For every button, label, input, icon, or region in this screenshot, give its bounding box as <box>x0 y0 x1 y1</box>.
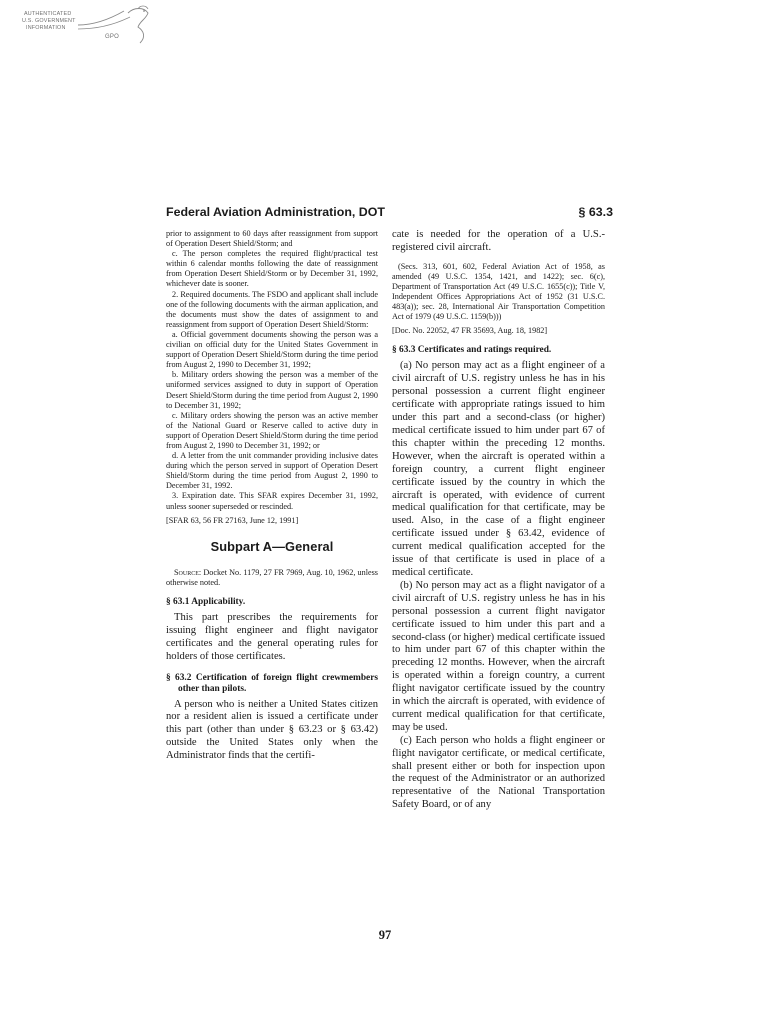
sfar-paragraph-5: b. Military orders showing the person was a member of the uniformed services assigned to duty in support of Operation Desert Shield/Storm during the time period from August 2, 1990 to December 31, 1992; <box>166 370 378 410</box>
gpo-authentication-seal <box>22 5 142 47</box>
section-63-2-continuation: cate is needed for the operation of a U.S.-registered civil aircraft. <box>392 229 605 253</box>
section-header: § 63.3 <box>578 205 613 219</box>
subpart-title: Subpart A—General <box>210 538 334 554</box>
seal-line-4: GPO <box>105 34 119 40</box>
source-note <box>166 568 378 588</box>
source-text: : Docket No. 1179, 27 FR 7969, Aug. 10, 1962, unless otherwise noted. <box>166 567 378 587</box>
sfar-paragraph-2: c. The person completes the required flight/practical test within 6 calendar months following the date of reassignment from Operation Desert Shield/Storm or by December 31, 1992, whichever date is sooner. <box>166 249 378 289</box>
section-63-3-paragraph-b: (b) No person may act as a flight navigator of a civil aircraft of U.S. registry unless he has in his personal possession a current flight navigator certificate issued to him under this part and a second-class (or higher) medical certificate issued to him under part 67 of this chapter within the preceding 12 months. However, when the aircraft is operated within a foreign country, a current flight navigator certificate issued by the country in which the aircraft is operated, with evidence of current medical qualification for that certificate, may be used. <box>392 579 605 733</box>
section-63-1-body: This part prescribes the requirements for issuing flight engineer and flight navigator certificates and the general operating rules for holders of those certificates. <box>166 611 378 662</box>
section-63-2-heading: § 63.2 Certification of foreign flight crewmembers other than pilots. <box>166 672 378 694</box>
sfar-paragraph-7: d. A letter from the unit commander providing inclusive dates during which the person served in support of Operation Desert Shield/Storm during the time period from August 2, 1990 to December 31, 1992. <box>166 451 378 491</box>
sfar-paragraph-4: a. Official government documents showing the person was a civilian on official duty for the United States Government in support of Operation Desert Shield/Storm during the time period from August 2, 1990 to December 31, 1992; <box>166 329 378 370</box>
section-63-1-heading: § 63.1 Applicability. <box>166 596 246 607</box>
right-column <box>392 229 605 812</box>
agency-header: Federal Aviation Administration, DOT <box>166 205 385 219</box>
sfar-paragraph-1: prior to assignment to 60 days after reassignment from support of Operation Desert Shield/Storm; and <box>166 229 378 249</box>
eagle-seal-icon <box>74 5 160 47</box>
authority-citation: (Secs. 313, 601, 602, Federal Aviation Act of 1958, as amended (49 U.S.C. 1354, 1421, and 1422); sec. 6(c), Department of Transportation Act (49 U.S.C. 1655(c)); Title V, Independent Offices Appropriations Act of 1952 (31 U.S.C. 483(a)); sec. 28, International Air Transportation Competition Act of 1979 (49 U.S.C. 1159(b))) <box>392 261 605 322</box>
running-header <box>166 205 613 221</box>
page-number: 97 <box>378 928 392 942</box>
section-63-3-heading: § 63.3 Certificates and ratings required. <box>392 345 552 356</box>
sfar-paragraph-8: 3. Expiration date. This SFAR expires December 31, 1992, unless sooner superseded or rescinded. <box>166 491 378 511</box>
sfar-paragraph-3: 2. Required documents. The FSDO and applicant shall include one of the following documents with the airman application, and the documents must show the dates of assignment to and reassignment from support of Operation Desert Shield/Storm: <box>166 289 378 329</box>
source-label: Source <box>174 567 199 577</box>
section-63-2-body: A person who is neither a United States citizen nor a resident alien is issued a certificate under this part (other than under § 63.23 or § 63.42) outside the United States only when the Administrator finds that the certifi- <box>166 698 378 762</box>
section-63-3-paragraph-c: (c) Each person who holds a flight engineer or flight navigator certificate, or medical certificate, shall present either or both for inspection upon the request of the Administrator or an authorized representative of the National Transportation Safety Board, or of any <box>392 734 605 811</box>
section-63-3-paragraph-a: (a) No person may act as a flight engineer of a civil aircraft of U.S. registry unless he has in his personal possession a current flight engineer certificate with appropriate ratings issued to him under this part and a second-class (or higher) medical certificate issued to him under part 67 of this chapter within the preceding 12 months. However, when the aircraft is operated within a foreign country, a current flight engineer certificate issued by the country in which the aircraft is operated, with evidence of current medical qualification for that certificate, may be used. Also, in the case of a flight engineer certificate issued under § 63.42, evidence of current medical qualification accepted for the issue of that certificate is used in place of a medical certificate. <box>392 360 605 578</box>
doc-citation: [Doc. No. 22052, 47 FR 35693, Aug. 18, 1982] <box>392 326 548 336</box>
sfar-citation: [SFAR 63, 56 FR 27163, June 12, 1991] <box>166 515 299 525</box>
seal-line-2: U.S. GOVERNMENT <box>22 18 76 24</box>
left-column <box>166 229 378 763</box>
sfar-paragraph-6: c. Military orders showing the person was an active member of the National Guard or Reserve called to active duty in support of Operation Desert Shield/Storm during the time period from August 2, 1990 to December 31, 1992; or <box>166 410 378 450</box>
seal-line-3: INFORMATION <box>26 25 66 31</box>
seal-line-1: AUTHENTICATED <box>24 11 72 17</box>
